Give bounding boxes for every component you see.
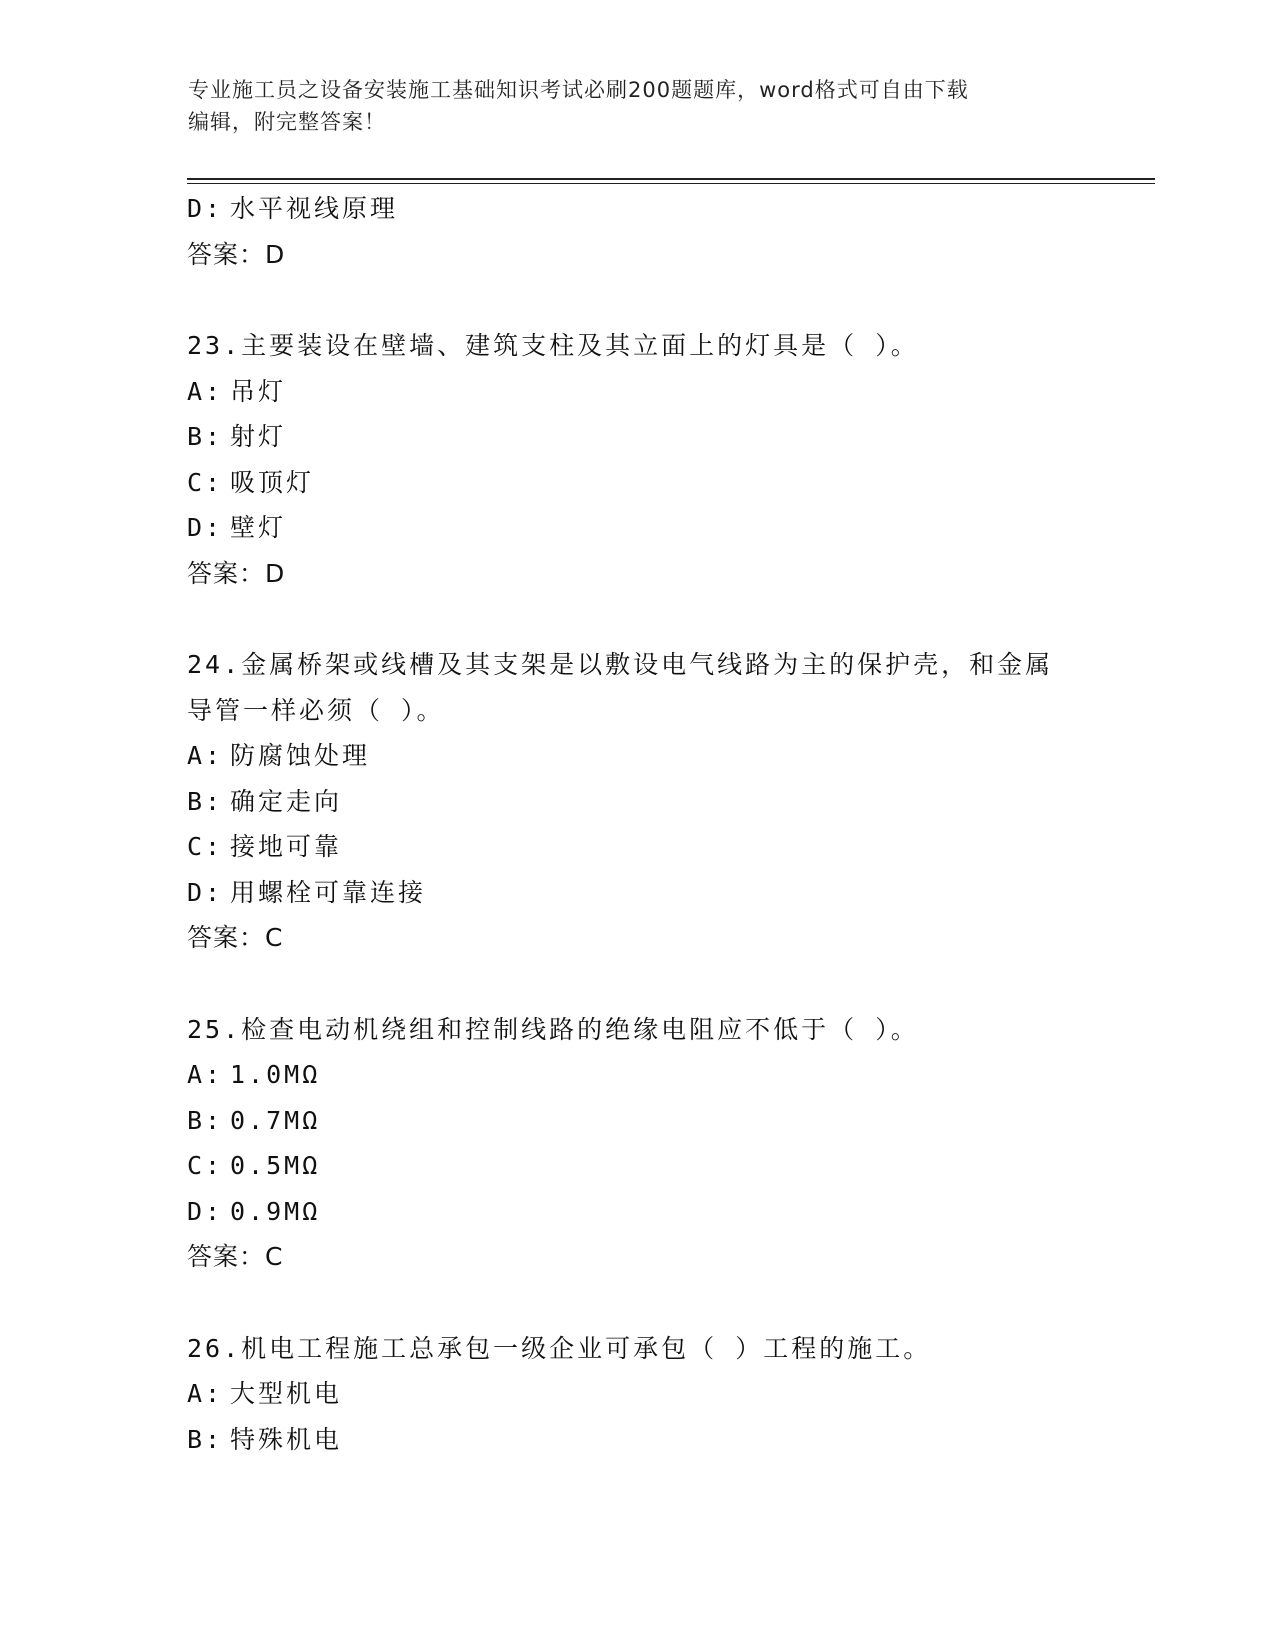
option-text: 接地可靠 bbox=[230, 832, 343, 861]
option-text: 射灯 bbox=[230, 422, 287, 451]
question-stem: 25.检查电动机绕组和控制线路的绝缘电阻应不低于（ ）。 bbox=[187, 1014, 919, 1044]
spacer bbox=[187, 1280, 1087, 1326]
option-d bbox=[187, 186, 1087, 232]
spacer bbox=[187, 277, 1087, 323]
option-b bbox=[187, 414, 1087, 460]
option-text: 1.0MΩ bbox=[230, 1060, 321, 1089]
option-label: D: bbox=[187, 513, 224, 542]
option-label: A: bbox=[187, 1060, 224, 1089]
option-text: 壁灯 bbox=[230, 513, 287, 542]
option-text: 确定走向 bbox=[230, 786, 343, 816]
header-title-line-1: 专业施工员之设备安装施工基础知识考试必刷200题题库，word格式可自由下载 bbox=[188, 78, 969, 102]
option-b bbox=[187, 1098, 1087, 1144]
option-text: 吸顶灯 bbox=[230, 467, 315, 497]
option-text: 水平视线原理 bbox=[230, 194, 399, 223]
document-header bbox=[188, 74, 1068, 138]
option-label: D: bbox=[187, 1196, 224, 1226]
question-24 bbox=[187, 642, 1087, 961]
header-title-line-2: 编辑，附完整答案！ bbox=[188, 110, 386, 134]
option-label: B: bbox=[187, 1105, 224, 1135]
question-26 bbox=[187, 1326, 1087, 1463]
option-label: B: bbox=[187, 786, 224, 816]
option-label: D: bbox=[187, 194, 224, 223]
option-d bbox=[187, 870, 1087, 916]
answer-line: 答案：C bbox=[187, 1242, 284, 1271]
answer-line: 答案：D bbox=[187, 558, 286, 588]
question-list bbox=[187, 186, 1087, 1462]
option-label: C: bbox=[187, 1151, 224, 1180]
question-23 bbox=[187, 323, 1087, 596]
option-text: 0.7MΩ bbox=[230, 1105, 321, 1135]
question-stem-line-1: 24.金属桥架或线槽及其支架是以敷设电气线路为主的保护壳，和金属 bbox=[187, 650, 1054, 679]
option-c bbox=[187, 1143, 1087, 1189]
question-stem: 23.主要装设在壁墙、建筑支柱及其立面上的灯具是（ ）。 bbox=[187, 331, 919, 360]
option-text: 0.5MΩ bbox=[230, 1151, 321, 1180]
option-text: 0.9MΩ bbox=[230, 1196, 321, 1226]
option-label: A: bbox=[187, 741, 224, 770]
option-label: C: bbox=[187, 467, 224, 497]
option-a bbox=[187, 733, 1087, 779]
option-text: 防腐蚀处理 bbox=[230, 741, 371, 770]
option-c bbox=[187, 460, 1087, 506]
option-b bbox=[187, 1417, 1087, 1463]
option-a bbox=[187, 1052, 1087, 1098]
question-stem: 26.机电工程施工总承包一级企业可承包（ ）工程的施工。 bbox=[187, 1333, 932, 1363]
option-a bbox=[187, 1371, 1087, 1417]
option-text: 特殊机电 bbox=[230, 1424, 343, 1454]
option-label: B: bbox=[187, 1424, 224, 1454]
option-text: 吊灯 bbox=[230, 376, 287, 406]
option-d bbox=[187, 505, 1087, 551]
answer-line: 答案：D bbox=[187, 239, 286, 269]
option-c bbox=[187, 824, 1087, 870]
header-divider-thick bbox=[187, 178, 1155, 180]
option-label: C: bbox=[187, 832, 224, 861]
option-b bbox=[187, 779, 1087, 825]
spacer bbox=[187, 596, 1087, 642]
option-d bbox=[187, 1189, 1087, 1235]
spacer bbox=[187, 961, 1087, 1007]
option-label: A: bbox=[187, 1379, 224, 1408]
option-label: B: bbox=[187, 422, 224, 451]
question-25 bbox=[187, 1007, 1087, 1280]
question-stem-line-2: 导管一样必须（ ）。 bbox=[187, 695, 445, 725]
option-label: A: bbox=[187, 376, 224, 406]
option-label: D: bbox=[187, 877, 224, 907]
option-a bbox=[187, 369, 1087, 415]
option-text: 用螺栓可靠连接 bbox=[230, 877, 427, 907]
answer-line: 答案：C bbox=[187, 923, 284, 952]
option-text: 大型机电 bbox=[230, 1379, 343, 1408]
header-divider-thin bbox=[187, 183, 1155, 184]
